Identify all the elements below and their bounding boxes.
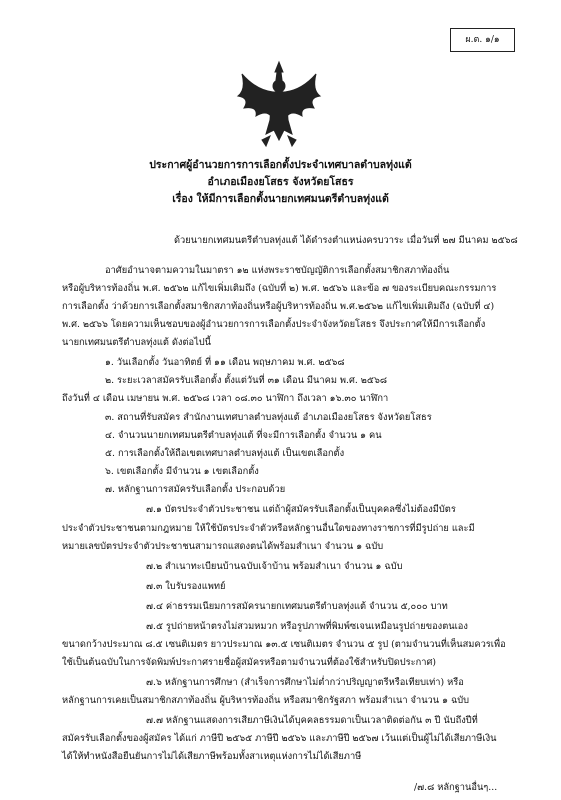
body-line: ๗.๗ หลักฐานแสดงการเสียภาษีเงินได้บุคคลธรรมดาเป็นเวลาติดต่อกัน ๓ ปี นับถึงปีที่ [146,715,478,726]
body-line: ๖. เขตเลือกตั้ง มีจำนวน ๑ เขตเลือกตั้ง [105,466,259,477]
announcement-subject: เรื่อง ให้มีการเลือกตั้งนายกเทศมนตรีตำบลทุ่งแต้ [172,193,389,205]
body-line: ๗.๖ หลักฐานการศึกษา (สำเร็จการศึกษาไม่ต่ำกว่าปริญญาตรีหรือเทียบเท่า) หรือ [146,677,464,688]
body-line: ๓. สถานที่รับสมัคร สำนักงานเทศบาลตำบลทุ่งแต้ อำเภอเมืองยโสธร จังหวัดยโสธร [105,412,432,423]
body-line: พ.ศ. ๒๕๖๖ โดยความเห็นชอบของผู้อำนวยการการเลือกตั้งประจำจังหวัดยโสธร จึงประกาศให้มีการเลือกตั้ง [62,319,486,330]
body-line: ๔. จำนวนนายกเทศมนตรีตำบลทุ่งแต้ ที่จะมีการเลือกตั้ง จำนวน ๑ คน [105,430,382,441]
body-line: ด้วยนายกเทศมนตรีตำบลทุ่งแต้ ได้ดำรงตำแหน่งครบวาระ เมื่อวันที่ ๒๗ มีนาคม ๒๕๖๘ [174,235,518,246]
body-line: ถึงวันที่ ๔ เดือน เมษายน พ.ศ. ๒๕๖๘ เวลา ๐๘.๓๐ นาฬิกา ถึงเวลา ๑๖.๓๐ นาฬิกา [62,393,389,404]
announcement-district: อำเภอเมืองยโสธร จังหวัดยโสธร [207,176,354,188]
body-line: หลักฐานการเคยเป็นสมาชิกสภาท้องถิ่น ผู้บริหารท้องถิ่น หรือสมาชิกรัฐสภา พร้อมสำเนา จำนวน ๑ ฉบับ [62,695,470,706]
body-line: การเลือกตั้ง ว่าด้วยการเลือกตั้งสมาชิกสภาท้องถิ่นหรือผู้บริหารท้องถิ่น พ.ศ.๒๕๖๒ แก้ไขเพิ่มเติมถึง (ฉบับที่ ๔) [62,301,495,312]
continuation-note: /๗.๘ หลักฐานอื่นๆ... [414,782,498,793]
body-line: ๗. หลักฐานการสมัครรับเลือกตั้ง ประกอบด้วย [105,484,286,495]
body-line: นายกเทศมนตรีตำบลทุ่งแต้ ดังต่อไปนี้ [62,337,212,348]
body-line: ขนาดกว้างประมาณ ๘.๕ เซนติเมตร ยาวประมาณ ๑๓.๕ เซนติเมตร จำนวน ๕ รูป (ตามจำนวนที่เห็นสมควรเพื่อ [62,639,506,650]
body-line: ๒. ระยะเวลาสมัครรับเลือกตั้ง ตั้งแต่วันที่ ๓๑ เดือน มีนาคม พ.ศ. ๒๕๖๘ [105,375,388,386]
body-line: ๗.๑ บัตรประจำตัวประชาชน แต่ถ้าผู้สมัครรับเลือกตั้งเป็นบุคคลซึ่งไม่ต้องมีบัตร [146,504,456,515]
body-line: ๗.๔ ค่าธรรมเนียมการสมัครนายกเทศมนตรีตำบลทุ่งแต้ จำนวน ๕,๐๐๐ บาท [146,601,448,612]
body-line: อาศัยอำนาจตามความในมาตรา ๑๒ แห่งพระราชบัญญัติการเลือกตั้งสมาชิกสภาท้องถิ่น [105,265,450,276]
body-line: สมัครรับเลือกตั้งของผู้สมัคร ได้แก่ ภาษีปี ๒๕๖๕ ภาษีปี ๒๕๖๖ และภาษีปี ๒๕๖๗ เว้นแต่เป็นผู้ไม่ได้เสียภาษีเงิน [62,733,497,744]
body-line: ใช้เป็นต้นฉบับในการจัดพิมพ์ประกาศรายชื่อผู้สมัครหรือตามจำนวนที่ต้องใช้สำหรับปิดประกาศ) [62,657,437,668]
body-line: ๗.๕ รูปถ่ายหน้าตรงไม่สวมหมวก หรือรูปภาพที่พิมพ์ซเจนเหมือนรูปถ่ายของตนเอง [146,621,468,632]
garuda-emblem [236,60,322,148]
body-line: ๕. การเลือกตั้งให้ถือเขตเทศบาลตำบลทุ่งแต้ เป็นเขตเลือกตั้ง [105,448,345,459]
announcement-title: ประกาศผู้อำนวยการการเลือกตั้งประจำเทศบาลตำบลทุ่งแต้ [149,159,412,171]
body-line: หมายเลขบัตรประจำตัวประชาชนสามารถแสดงตนได้พร้อมสำเนา จำนวน ๑ ฉบับ [62,541,384,552]
body-line: หรือผู้บริหารท้องถิ่น พ.ศ. ๒๕๖๒ แก้ไขเพิ่มเติมถึง (ฉบับที่ ๒) พ.ศ. ๒๕๖๖ และข้อ ๗ ของระเบียบคณะกรรมการ [62,283,497,294]
form-code: ผ.ต. ๑/๑ [450,28,515,52]
body-line: ประจำตัวประชาชนตามกฎหมาย ให้ใช้บัตรประจำตัวหรือหลักฐานอื่นใดของทางราชการที่มีรูปถ่าย และมี [62,523,475,534]
body-line: ๗.๓ ใบรับรองแพทย์ [146,581,226,592]
body-line: ได้ให้ทำหนังสือยืนยันการไม่ได้เสียภาษีพร้อมทั้งสาเหตุแห่งการไม่ได้เสียภาษี [62,751,362,762]
body-line: ๗.๒ สำเนาทะเบียนบ้านฉบับเจ้าบ้าน พร้อมสำเนา จำนวน ๑ ฉบับ [146,561,403,572]
body-line: ๑. วันเลือกตั้ง วันอาทิตย์ ที่ ๑๑ เดือน พฤษภาคม พ.ศ. ๒๕๖๘ [105,357,345,368]
